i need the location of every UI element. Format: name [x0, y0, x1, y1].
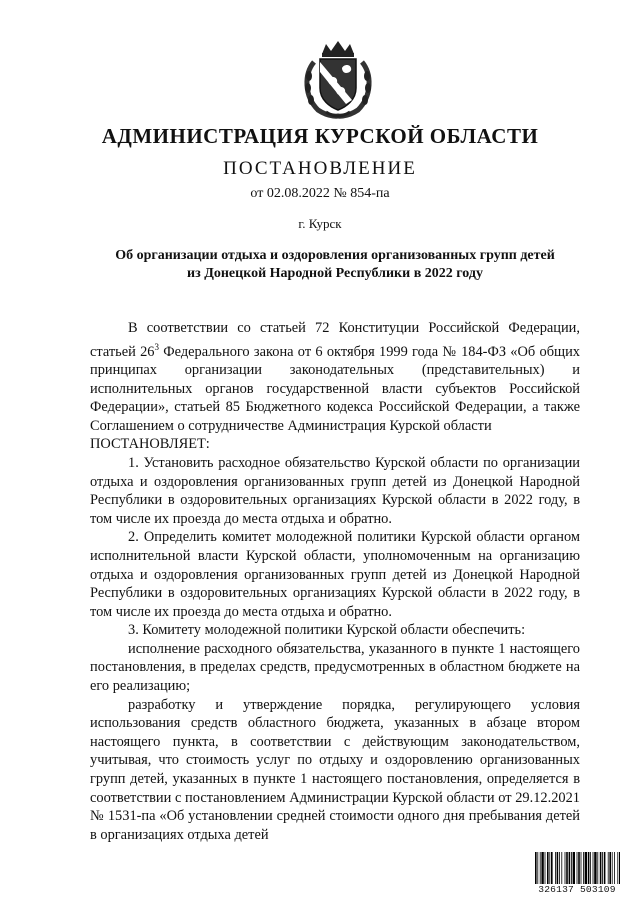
- organization-name: АДМИНИСТРАЦИЯ КУРСКОЙ ОБЛАСТИ: [101, 124, 539, 148]
- document-title: [90, 247, 580, 283]
- barcode-bars: [534, 852, 620, 884]
- document-body: [90, 319, 580, 844]
- item-paragraph: исполнение расходного обязательства, указанного в пункте 1 настоящего постановления, в пределах средств, предусмотренных в областном бюджете на его реализацию;: [90, 640, 580, 695]
- preamble-superscript: 3: [154, 341, 159, 352]
- document-barcode: [534, 852, 620, 896]
- document-city: г. Курск: [298, 216, 342, 231]
- coat-of-arms-emblem: [300, 40, 376, 120]
- item-paragraph: 1. Установить расходное обязательство Курской области по организации отдыха и оздоровления организованных групп детей из Донецкой Народной Республики в оздоровительных организациях Курской области в 2022 году, в том числе их проезда до места отдыха и обратно.: [90, 454, 580, 527]
- document-type: ПОСТАНОВЛЕНИЕ: [223, 158, 417, 179]
- preamble-text: В соответствии со статьей 72 Конституции Российской Федерации, статьей 26: [90, 320, 580, 360]
- item-paragraph: 2. Определить комитет молодежной политики Курской области органом исполнительной власти Курской области, уполномоченным на организацию отдыха и оздоровления организованных групп детей из Донецкой Народной Республики в оздоровительных организациях Курской области в 2022 году, в том числе их проезда до места отдыха и обратно.: [90, 529, 580, 620]
- barcode-number: 326137 503109: [538, 884, 616, 895]
- document-date-number: от 02.08.2022 № 854-па: [250, 186, 390, 201]
- item-paragraph: разработку и утверждение порядка, регулирующего условия использования средств областного бюджета, указанных в абзаце втором настоящего пункта, в соответствии с действующим законодательством, учитывая, что стоимость услуг по отдыху и оздоровлению организованных групп детей, указанных в пункте 1 настоящего постановления, определяется в соответствии с постановлением Администрации Курской области от 29.12.2021 № 1531-па «Об установлении средней стоимости одного дня пребывания детей в организациях отдыха детей: [90, 696, 580, 843]
- preamble-paragraph: [90, 319, 580, 435]
- document-title-line: из Донецкой Народной Республики в 2022 году: [187, 266, 483, 281]
- decree-word: ПОСТАНОВЛЯЕТ:: [90, 436, 210, 453]
- document-title-line: Об организации отдыха и оздоровления организованных групп детей: [115, 248, 555, 263]
- item-paragraph: 3. Комитету молодежной политики Курской области обеспечить:: [128, 622, 526, 639]
- preamble-text-cont: Федерального закона от 6 октября 1999 года № 184-ФЗ «Об общих принципах организации законодательных (представительных) и исполнительных органов государственной власти субъектов Российской Федерации», статьей 85 Бюджетного кодекса Российской Федерации, а также Соглашением о сотрудничестве Администрация Курской области: [90, 343, 580, 434]
